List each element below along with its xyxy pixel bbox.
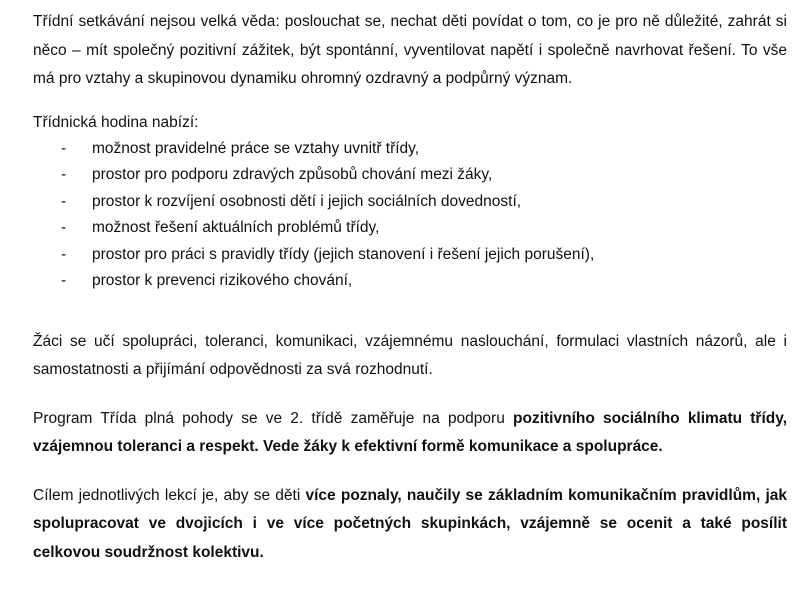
goals-paragraph-emphasis: více poznaly, naučily se základním komunikačním pravidlům, jak spolupracovat ve dvojicích i ve více početných skupinkách, vzájemně se ocenit a také posílit celkovou soudržnost kolektivu. <box>33 486 788 561</box>
list-item-text: možnost pravidelné práce se vztahy uvnitř třídy, <box>92 139 420 157</box>
list-item <box>33 189 787 216</box>
skills-paragraph: Žáci se učí spolupráci, toleranci, komunikaci, vzájemnému naslouchání, formulaci vlastních názorů, ale i samostatnosti a přijímání odpovědnosti za svá rozhodnutí. <box>33 332 787 378</box>
intro-paragraph: Třídní setkávání nejsou velká věda: poslouchat se, nechat děti povídat o tom, co je pro ně důležité, zahrát si něco – mít společný pozitivní zážitek, být spontánní, vyventilovat napětí i společně navrhovat řešení. To vše má pro vztahy a skupinovou dynamiku ohromný ozdravný a podpůrný význam. <box>33 13 787 87</box>
program-paragraph <box>33 405 787 462</box>
bullet-dash: - <box>61 245 67 263</box>
list-item <box>33 268 787 295</box>
bullet-dash: - <box>61 166 67 183</box>
goals-paragraph <box>33 482 787 568</box>
program-paragraph-text: Program Třída plná pohody se ve 2. třídě zaměřuje na podporu <box>33 409 514 427</box>
benefits-list <box>33 136 787 295</box>
list-item-text: prostor k prevenci rizikového chování, <box>92 272 353 289</box>
bullet-dash: - <box>61 219 67 236</box>
document-page <box>33 8 787 567</box>
list-item <box>33 242 787 269</box>
bullet-dash: - <box>61 192 67 210</box>
list-item <box>33 136 787 163</box>
program-paragraph-emphasis: pozitivního sociálního klimatu třídy, vzájemnou toleranci a respekt. Vede žáky k efektivní formě komunikace a spolupráce. <box>33 409 788 455</box>
list-item <box>33 162 787 189</box>
list-item-text: prostor pro práci s pravidly třídy (jejich stanovení i řešení jejich porušení), <box>92 245 595 263</box>
list-intro: Třídnická hodina nabízí: <box>33 113 199 131</box>
list-item-text: prostor k rozvíjení osobnosti dětí i jejich sociálních dovedností, <box>92 192 522 210</box>
bullet-dash: - <box>61 139 67 157</box>
list-item-text: prostor pro podporu zdravých způsobů chování mezi žáky, <box>92 166 493 183</box>
list-item <box>33 215 787 242</box>
goals-paragraph-text: Cílem jednotlivých lekcí je, aby se děti <box>33 486 306 504</box>
bullet-dash: - <box>61 272 67 289</box>
list-item-text: možnost řešení aktuálních problémů třídy, <box>92 219 380 236</box>
